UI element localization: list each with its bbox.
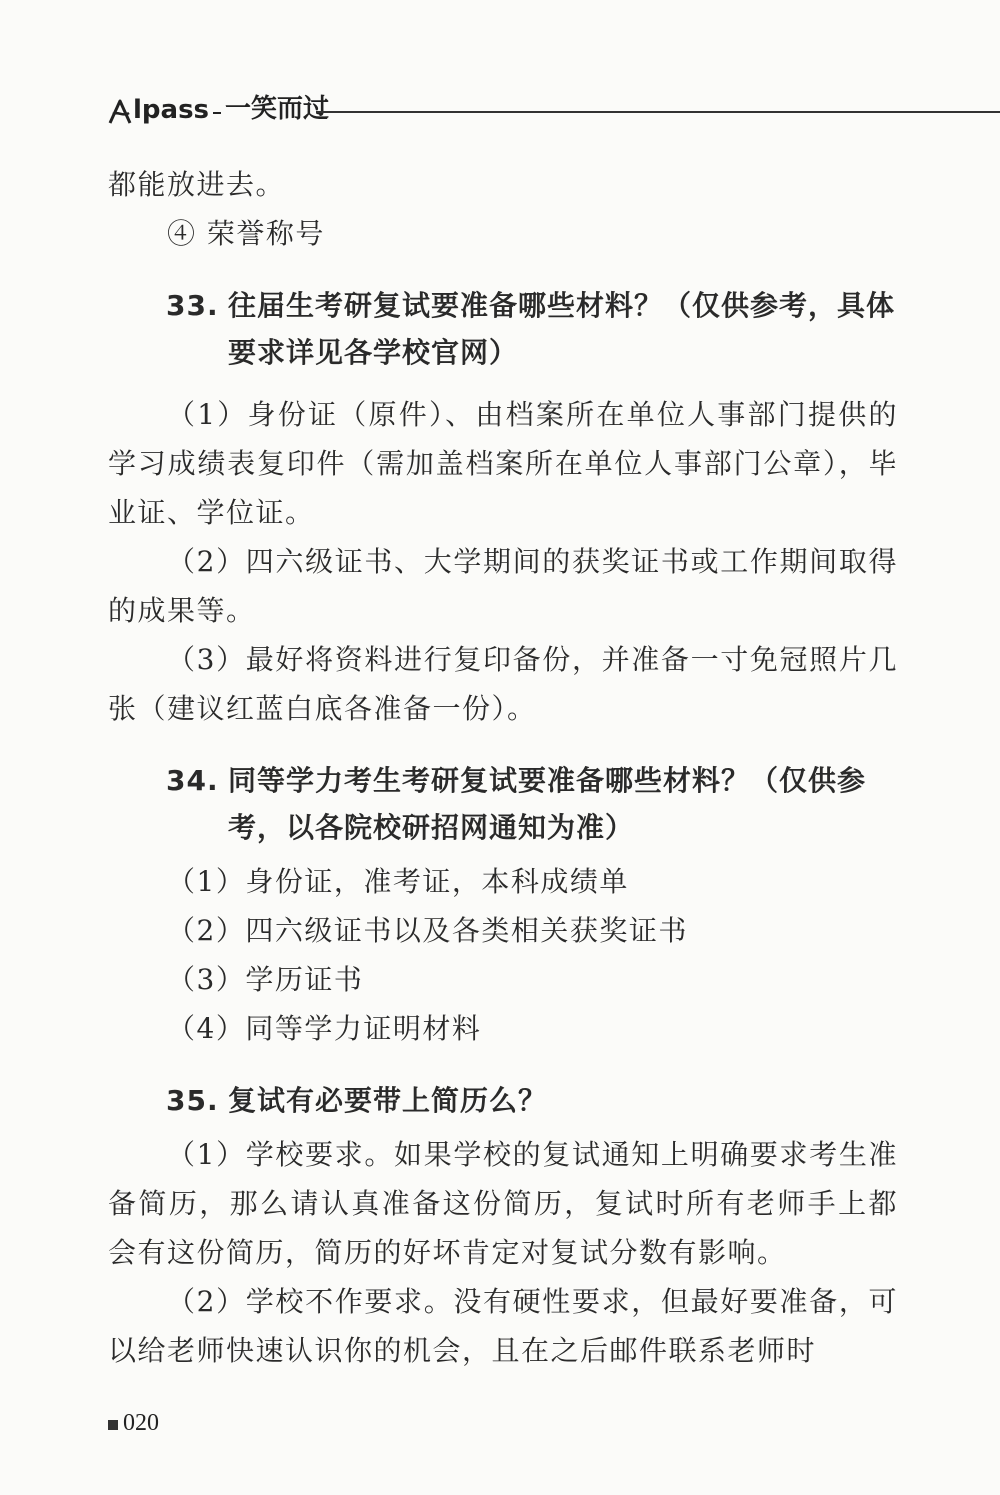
answer-item: （1）身份证，准考证，本科成绩单 xyxy=(167,865,629,898)
header-rule xyxy=(316,111,1000,113)
brand-tagline: 一笑而过 xyxy=(225,94,330,124)
brand-dash xyxy=(213,112,221,114)
answer-item: （3）学历证书 xyxy=(167,963,364,996)
answer-paragraph: （1）学校要求。如果学校的复试通知上明确要求考生准备简历，那么请认真准备这份简历，复试时所有老师手上都会有这份简历，简历的好坏肯定对复试分数有影响。 xyxy=(108,1138,898,1269)
paragraph: 都能放进去。 xyxy=(108,168,286,201)
page-number: 020 xyxy=(123,1410,159,1436)
question-35 xyxy=(108,1077,898,1124)
list-item: ④ 荣誉称号 xyxy=(167,217,325,250)
question-number: 34. xyxy=(166,764,219,797)
brand-logo xyxy=(108,88,329,125)
answer-item: （2）四六级证书以及各类相关获奖证书 xyxy=(167,914,688,947)
answer-paragraph: （2）四六级证书、大学期间的获奖证书或工作期间取得的成果等。 xyxy=(108,545,898,627)
running-header xyxy=(108,88,1000,128)
answer-item: （4）同等学力证明材料 xyxy=(167,1012,482,1045)
question-34 xyxy=(108,757,898,851)
square-bullet-icon xyxy=(108,1420,118,1430)
question-text: 同等学力考生考研复试要准备哪些材料？（仅供参考，以各院校研招网通知为准） xyxy=(228,764,867,844)
question-text: 复试有必要带上简历么？ xyxy=(228,1084,548,1117)
page-body xyxy=(108,160,898,1375)
page-footer xyxy=(108,1410,159,1437)
answer-paragraph: （2）学校不作要求。没有硬性要求，但最好要准备，可以给老师快速认识你的机会，且在之后邮件联系老师时 xyxy=(108,1285,898,1367)
brand-name: lpass xyxy=(133,95,210,125)
question-number: 33. xyxy=(166,289,219,322)
answer-paragraph: （3）最好将资料进行复印备份，并准备一寸免冠照片几张（建议红蓝白底各准备一份）。 xyxy=(108,643,898,725)
answer-paragraph: （1）身份证（原件）、由档案所在单位人事部门提供的学习成绩表复印件（需加盖档案所在单位人事部门公章），毕业证、学位证。 xyxy=(108,398,898,529)
brand-a-icon xyxy=(108,97,132,125)
question-33 xyxy=(108,282,898,376)
question-text: 往届生考研复试要准备哪些材料？（仅供参考，具体要求详见各学校官网） xyxy=(228,289,896,369)
question-number: 35. xyxy=(166,1084,219,1117)
